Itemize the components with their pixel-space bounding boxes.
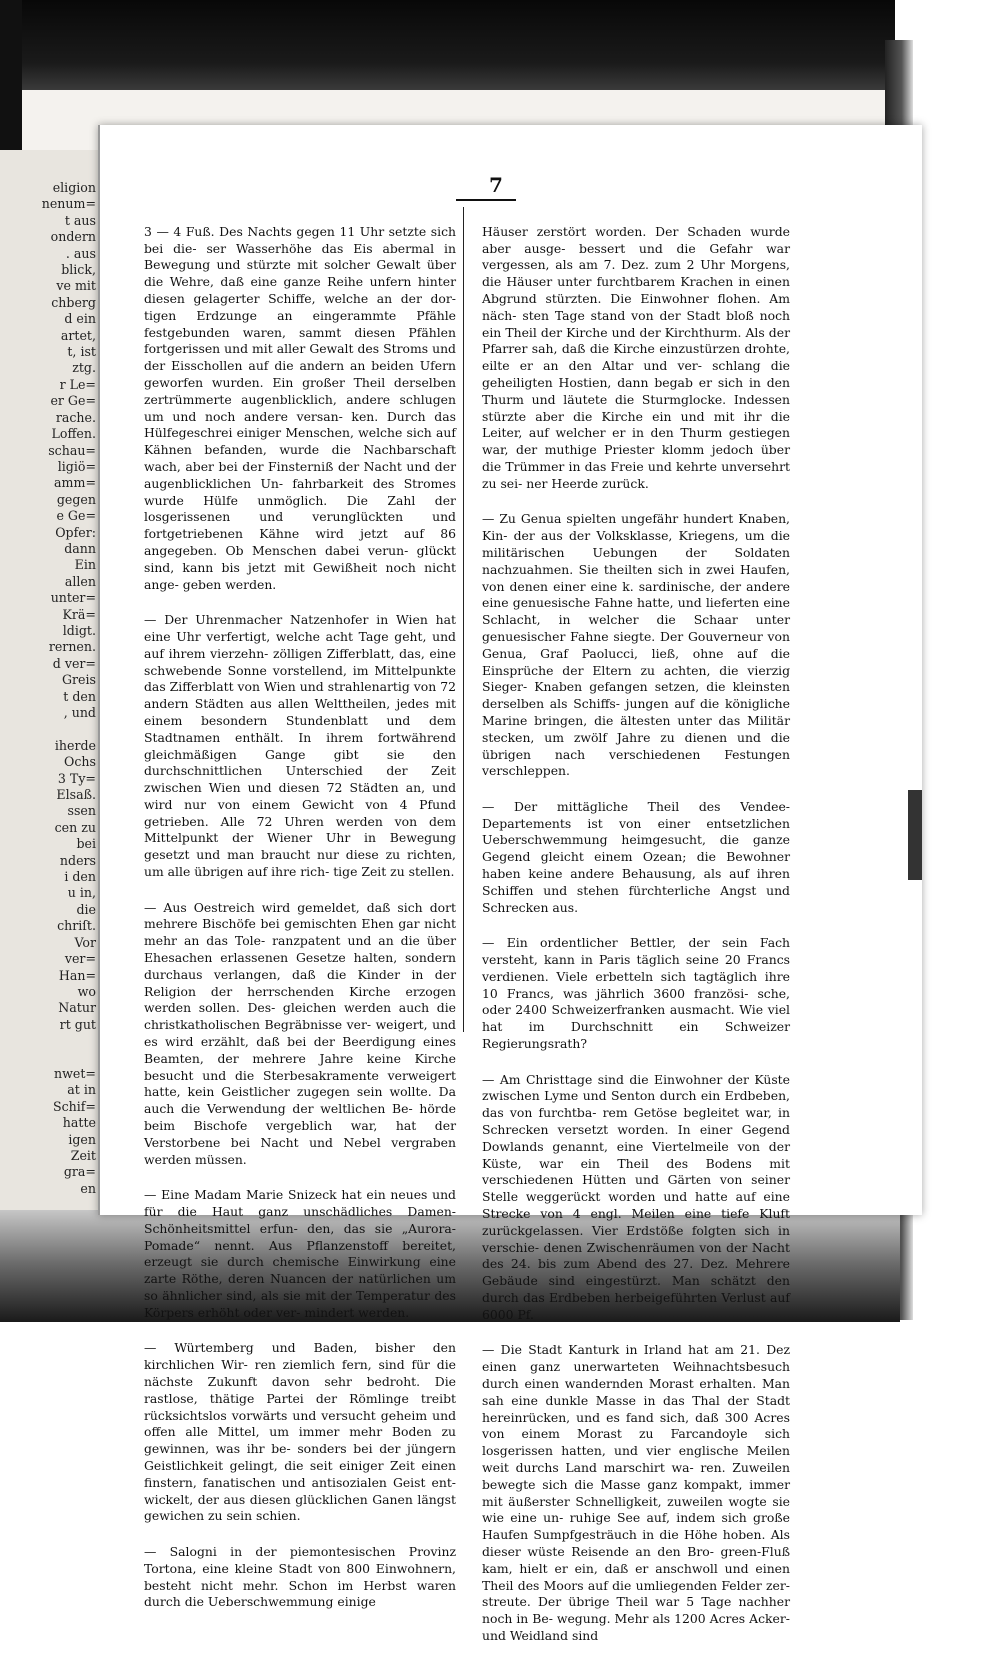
previous-page-line: eligion [52,180,96,195]
previous-page-line: iherde [54,737,96,753]
page-number: 7 [489,173,503,197]
article-paragraph: — Würtemberg und Baden, bisher den kirchlichen Wir- ren ziemlich fern, sind für die nächste Zukunft davon sehr bedroht. Die rastlose, thätige Partei der Römlinge treibt rücksichtslos vorwärts und versucht geheim und offen alle Mittel, um immer mehr Boden zu gewinnen, was ihr be- sonders bei der jüngern Geistlichkeit gelingt, die seit einiger Zeit einen finstern, fanatischen und antisozialen Geist ent- wickelt, der aus diesen glücklichen Ganen längst gewichen zu sein schien. [144,1340,456,1524]
previous-page-line: gra= [63,1164,96,1180]
previous-page-line: at in [67,1082,96,1098]
previous-page-line: u in, [67,885,96,901]
article-paragraph: — Der mittägliche Theil des Vendee-Departements ist von einer entsetzlichen Ueberschwemmung heimgesucht, die ganze Gegend gleicht einem Ozean; die Bewohner haben keine andere Behausung, als auf ihren Schiffen und stehen fürchterliche Angst und Schrecken aus. [482,798,790,915]
left-text-column [144,207,456,1628]
previous-page-line: hatte [62,1115,96,1131]
previous-page-line [6,1033,96,1049]
previous-page-line: unter= [50,590,96,606]
previous-page-line [6,1050,96,1066]
previous-page-line: Natur [58,1000,96,1016]
previous-page-line: er Ge= [50,393,96,409]
previous-page-line: Zeit [70,1147,96,1163]
previous-page-line: igen [68,1131,96,1147]
previous-page-line: , und [63,705,96,720]
previous-page-line: ssen [67,803,96,819]
previous-page-line: r Le= [59,376,96,392]
article-paragraph: 3 — 4 Fuß. Des Nachts gegen 11 Uhr setzte sich bei die- ser Wasserhöhe das Eis abermal in Bewegung und stürzte mit solcher Gewalt über die Wehre, daß eine ganze Reihe unfern hinter diesen gelagerter Schiffe, welche an der dor- tigen Erdzunge an eingerammte Pfähle festgebunden waren, sammt diesen Pfählen fortgerissen und mit aller Gewalt des Stroms und der Eisschollen auf die andern an beiden Ufern geworfen wurden. Ein großer Theil derselben zertrümmerte augenblicklich, andere schlugen um und noch andere versan- ken. Durch das Hülfegeschrei einiger Menschen, welche sich auf Kähnen befanden, wurde die Nachbarschaft wach, aber bei der Finsterniß der Nacht und der augenblicklichen Un- fahrbarkeit des Stromes wurde Hülfe unmöglich. Die Zahl der losgerissenen und verunglückten und fortgetriebenen Kähne wird jetzt auf 86 angegeben. Ob Menschen dabei verun- glückt sind, kann bis jetzt mit Gewißheit noch nicht ange- geben werden. [144,223,456,592]
page-corner-tear [960,1285,1000,1335]
previous-page-line: en [80,1180,96,1196]
previous-page-line: nwet= [54,1065,96,1081]
previous-page-line: Han= [58,967,96,983]
previous-page-line: chriſt. [57,918,96,934]
scan-top-edge [0,0,1000,90]
article-paragraph: — Salogni in der piemontesischen Provinz Tortona, eine kleine Stadt von 800 Einwohnern, besteht nicht mehr. Schon im Herbst waren durch die Ueberschwemmung einige [144,1543,456,1610]
previous-page-line: ztg. [72,360,96,376]
previous-page-line: rt gut [59,1016,96,1032]
article-paragraph: — Zu Genua spielten ungefähr hundert Knaben, Kin- der aus der Volksklasse, Kriegens, um die militärischen Uebungen der Soldaten nachzuahmen. Sie theilten sich in zwei Haufen, von denen einer eine k. sardinische, der andere eine genuesische Fahne hatte, und lieferten eine Schlacht, in welcher die Schaar unter genuesischer Fahne siegte. Der Gouverneur von Genua, Graf Paolucci, ließ, ohne auf die Einsprüche der Eltern zu achten, die vierzig Sieger- Knaben gefangen setzen, die kleinsten derselben als Schiffs- jungen auf die königliche Marine bringen, die ältesten unter das Militär stecken, um zwölf Jahre zu dienen und die übrigen nach verschiedenen Festungen verschleppen. [482,511,790,779]
article-paragraph: — Eine Madam Marie Snizeck hat ein neues und für die Haut ganz unschädliches Damen-Schönheitsmittel erfun- den, das sie „Aurora-Pomade“ nennt. Aus Pflanzenstoff bereitet, erzeugt sie durch chemische Einwirkung eine zarte Röthe, deren Nuancen der natürlichen um so ähnlicher sind, als sie mit der Temperatur des Körpers erhöht oder ver- mindert werden. [144,1187,456,1320]
previous-page-line: t den [63,688,96,704]
previous-page-line: Greis [61,672,96,688]
previous-page-line: ldigt. [62,622,96,638]
previous-page-line: Krä= [62,606,96,622]
previous-page-line: nenum= [41,196,96,212]
article-paragraph: — Aus Oestreich wird gemeldet, daß sich dort mehrere Bischöfe bei gemischten Ehen gar nicht mehr an das Tole- ranzpatent und an die über Ehesachen erlassenen Gesetze halten, sondern durchaus verlangen, daß die Kinder in der Religion der herrschenden Kirche erzogen werden sollen. Des- gleichen werden auch die christkatholischen Begräbnisse ver- weigert, und es wird erzählt, daß bei der Beerdigung eines Beamten, der mehrere Jahre keine Kirche besucht und die Sterbesakramente verweigert hatte, kein Geistlicher zugegen sein wollte. Da auch die Verwendung der weltlichen Be- hörde beim Bischofe vergeblich war, hat der Verstorbene bei Nacht und Nebel vergraben werden müssen. [144,899,456,1167]
previous-page-line: ve mit [56,278,96,294]
previous-page-line: die [76,901,96,917]
previous-page-line: artet, [60,327,96,343]
previous-page-line: rernen. [48,639,96,655]
previous-page-line: i den [64,869,96,885]
previous-page-line [6,721,96,737]
previous-page-line: Schif= [52,1098,96,1114]
column-divider [463,207,464,1032]
previous-page-line: e Ge= [56,508,96,524]
article-paragraph: Häuser zerstört worden. Der Schaden wurde aber ausge- bessert und die Gefahr war vergessen, als am 7. Dez. zum 2 Uhr Morgens, die Häuser unter furchtbarem Krachen in einen Abgrund stürzten. Die Einwohner flohen. Am näch- sten Tage stand von der Stadt bloß noch ein Theil der Kirche und der Kirchthurm. Als der Pfarrer sah, daß die Kirche einzustürzen drohte, eilte er an den Altar und ver- schlang die geheiligten Hostien, dann begab er sich in den Thurm und läutete die Sturmglocke. Indessen stürzte aber die Kirche ein und mit ihr die Leiter, auf welcher er in den Thurm gestiegen war, der muthige Priester klomm jedoch über die Trümmer in das Freie und kehrte unversehrt zu sei- ner Heerde zurück. [482,223,790,491]
previous-page-line: amm= [54,475,96,491]
previous-page-line: t aus [64,212,96,228]
newspaper-page [98,125,922,1643]
previous-page-line: rache. [55,409,96,425]
previous-page-line: schau= [48,442,96,458]
previous-page-line: d ein [64,311,96,327]
previous-page-line: cen zu [54,819,96,835]
previous-page-line: dann [64,540,96,556]
previous-page-line: allen [64,573,96,589]
previous-page-line: 3 Ty= [57,770,96,786]
previous-page-column [6,180,96,1197]
previous-page-line: Ochs [64,754,96,770]
previous-page-line: t, ist [67,344,96,360]
previous-page-line: Vor [74,934,96,950]
previous-page-line: blick, [61,262,96,278]
previous-page-line: chberg [51,294,96,310]
previous-page-line: nders [59,852,96,868]
previous-page-line: d ver= [52,655,96,671]
article-paragraph: — Die Stadt Kanturk in Irland hat am 21. Dez einen ganz unerwarteten Weihnachtsbesuch durch einen wandernden Morast erhalten. Man sah eine dunkle Masse in das Thal der Stadt hereinrücken, und es fand sich, daß 300 Acres von einem Morast zu Farcandoyle sich losgerissen hatten, und vier englische Meilen weit durchs Land marschirt wa- ren. Zuweilen bewegte sich die Masse ganz kompakt, immer mit äußerster Schnelligkeit, zuweilen wogte sie wie eine un- ruhige See auf, indem sich große Haufen Sumpfgesträuch in die Höhe hoben. Als dieser wüste Reisende an den Bro- green-Fluß kam, hielt er ein, daß er anschwoll und einen Theil des Moors auf die umliegenden Felder zer- streute. Der übrige Theil war 5 Tage nachher noch in Be- wegung. Mehr als 1200 Acres Acker- und Weidland sind [482,1342,790,1643]
previous-page-line: ligiö= [57,458,96,474]
previous-page-line: wo [77,983,96,999]
previous-page-line: ver= [64,951,96,967]
previous-page-line: Elsaß. [56,787,96,803]
previous-page-line: Opfer: [55,524,96,540]
previous-page-line: Ein [74,557,96,573]
right-text-column [482,207,790,1662]
previous-page-line: . aus [65,245,96,261]
margin-mark [908,790,922,880]
article-paragraph: — Am Christtage sind die Einwohner der Küste zwischen Lyme und Senton durch ein Erdbeben, das von furchtba- rem Getöse begleitet war, in Schrecken versetzt worden. In einer Gegend Dowlands genannt, eine Viertelmeile von der Küste, war ein Theil des Bodens mit verschiedenen Hütten und Gärten von seiner Stelle weggerückt worden und hatte auf eine Strecke von 4 engl. Meilen eine tiefe Kluft zurückgelassen. Vier Erdstöße folgten sich in verschie- denen Zwischenräumen von der Nacht des 24. bis zum Abend des 27. Dez. Mehrere Gebäude sind eingestürzt. Man schätzt den durch das Erdbeben herbeigeführten Verlust auf 6000 Pf. [482,1071,790,1322]
previous-page-line: Loffen. [51,426,96,442]
previous-page-line: ondern [50,229,96,245]
article-paragraph: — Ein ordentlicher Bettler, der sein Fach versteht, kann in Paris täglich seine 20 Francs verdienen. Viele erbetteln sich tagtäglich ihre 10 Francs, was jährlich 3600 französi- sche, oder 2400 Schweizerfranken ausmacht. Wie viel hat im Durchschnitt ein Schweizer Regierungsrath? [482,935,790,1052]
previous-page-line: gegen [56,491,96,507]
article-paragraph: — Der Uhrenmacher Natzenhofer in Wien hat eine Uhr verfertigt, welche acht Tage geht, und auf ihrem vierzehn- zölligen Zifferblatt, das, eine schwebende Sonne vorstellend, im Mittelpunkte das Zifferblatt von Wien und strahlenartig von 72 andern Städten aus allen Welttheilen, jedes mit einem besondern Stundenblatt und dem Stadtnamen enthält. In ihrem fortwährend gleichmäßigen Gange gibt sie den durchschnittlichen Unterschied der Zeit zwischen Wien und diesen 72 Städten an, und wird nur von einem Gewicht von 4 Pfund getrieben. Alle 72 Uhren werden von dem Mittelpunkt der Wiener Uhr in Bewegung gesetzt und man braucht nur diese zu richten, um alle übrigen auf ihre rich- tige Zeit zu stellen. [144,612,456,880]
previous-page-fragment [0,150,100,1210]
page-number-rule [456,199,516,201]
previous-page-line: bei [76,836,96,852]
